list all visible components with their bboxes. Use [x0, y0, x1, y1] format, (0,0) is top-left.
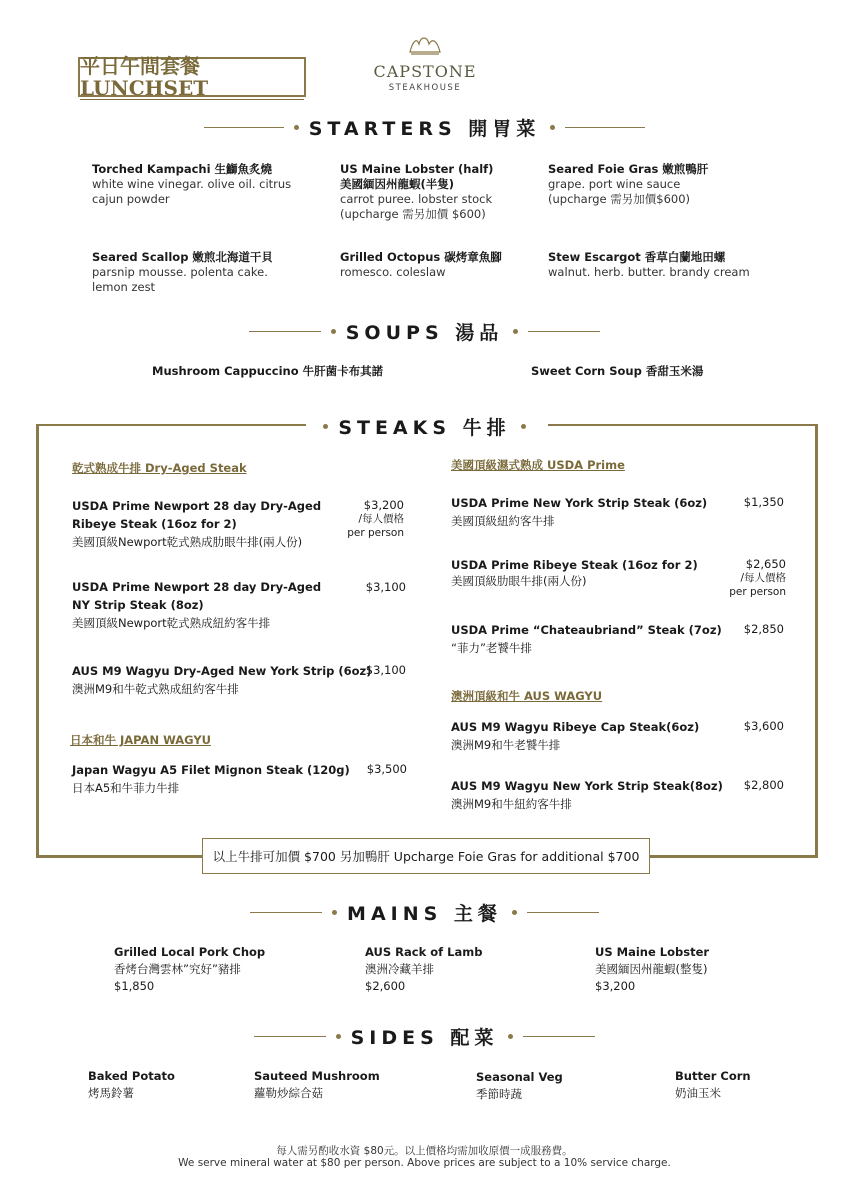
category-japan-wagyu: 日本和牛 JAPAN WAGYU	[70, 733, 212, 747]
price	[366, 663, 406, 677]
divider-dot	[550, 125, 555, 130]
divider-line	[565, 127, 645, 128]
item-name: AUS Rack of Lamb	[365, 945, 483, 959]
item-desc: parsnip mousse. polenta cake.	[92, 265, 268, 279]
divider-dot	[336, 1034, 341, 1039]
price	[729, 557, 786, 599]
brand-name: CAPSTONE	[373, 62, 477, 81]
item-name-zh: 美國頂級Newport乾式熟成紐約客牛排	[72, 616, 271, 630]
divider-dot	[512, 910, 517, 915]
item-name: Stew Escargot 香草白蘭地田螺	[548, 250, 726, 264]
item-name-zh: 美國頂級肋眼牛排(兩人份)	[451, 574, 587, 588]
divider-dot	[521, 424, 526, 429]
item-name: Mushroom Cappuccino 牛肝菌卡布其諾	[152, 364, 384, 378]
divider-dot	[513, 329, 518, 334]
sides-heading	[0, 1023, 849, 1050]
brand-logo	[360, 34, 490, 93]
price	[366, 580, 406, 594]
item-name: USDA Prime “Chateaubriand” Steak (7oz)	[451, 623, 722, 637]
price-value: $2,850	[743, 622, 784, 636]
category-dry-aged: 乾式熟成牛排 Dry-Aged Steak	[72, 461, 247, 475]
item-name: NY Strip Steak (8oz)	[72, 598, 204, 612]
side-item	[675, 1068, 751, 1102]
item-name: USDA Prime Ribeye Steak (16oz for 2)	[451, 558, 698, 572]
crown-logo-icon	[405, 34, 445, 56]
price-value: $1,850	[114, 979, 155, 993]
item-desc: cajun powder	[92, 192, 170, 206]
item-name: Butter Corn	[675, 1069, 751, 1083]
footer-note-zh: 每人需另酌收水資 $80元。以上價格均需加收原價一成服務費。	[276, 1145, 573, 1157]
item-name: Seared Scallop 嫩煎北海道干貝	[92, 250, 273, 264]
price-value: $2,650	[745, 557, 786, 571]
item-name: USDA Prime Newport 28 day Dry-Aged	[72, 499, 322, 513]
item-desc: grape. port wine sauce	[548, 177, 681, 191]
item-name-zh: 澳洲M9和牛紐約客牛排	[451, 797, 572, 811]
divider-line	[249, 331, 321, 332]
steak-item	[72, 497, 321, 551]
item-name-zh: 美國頂級Newport乾式熟成肋眼牛排(兩人份)	[72, 535, 303, 549]
starter-item	[92, 250, 273, 295]
footer-note-en: We serve mineral water at $80 per person. Above prices are subject to a 10% service charge.	[178, 1157, 671, 1169]
divider-dot	[323, 424, 328, 429]
item-name-zh: 美國頂級紐約客牛排	[451, 514, 555, 528]
steaks-title: STEAKS 牛排	[338, 417, 511, 439]
item-name-zh: 香烤台灣雲林”究好”豬排	[114, 962, 241, 976]
item-name: Torched Kampachi 生鰤魚炙燒	[92, 162, 273, 176]
starter-item	[548, 250, 750, 280]
price	[744, 719, 784, 733]
sides-title: SIDES 配菜	[350, 1027, 499, 1049]
item-name-zh: 日本A5和牛菲力牛排	[72, 781, 180, 795]
divider-line	[254, 1036, 326, 1037]
price	[347, 498, 404, 540]
brand-subtitle: STEAKHOUSE	[388, 83, 462, 93]
price-per: /每人價格	[358, 513, 404, 525]
item-name: AUS M9 Wagyu Ribeye Cap Steak(6oz)	[451, 720, 700, 734]
price-value: $3,600	[743, 719, 784, 733]
item-name: Grilled Local Pork Chop	[114, 945, 266, 959]
item-name: US Maine Lobster (half)	[340, 162, 494, 176]
item-name-zh: 奶油玉米	[675, 1086, 721, 1100]
item-name-zh: 蘿勒炒綜合菇	[254, 1086, 323, 1100]
item-name: Grilled Octopus 碳烤章魚腳	[340, 250, 502, 264]
price-per-en: per person	[729, 586, 786, 598]
category-usda-prime: 美國頂級濕式熟成 USDA Prime	[451, 458, 625, 472]
steak-item	[72, 578, 321, 632]
item-name: US Maine Lobster	[595, 945, 710, 959]
item-desc: white wine vinegar. olive oil. citrus	[92, 177, 292, 191]
main-item	[365, 944, 482, 995]
price-per-en: per person	[347, 527, 404, 539]
price	[744, 495, 784, 509]
soups-heading	[0, 318, 849, 345]
divider-dot	[508, 1034, 513, 1039]
item-desc: romesco. coleslaw	[340, 265, 446, 279]
steaks-heading	[0, 413, 849, 440]
divider-line	[250, 912, 322, 913]
lunchset-badge	[78, 53, 306, 100]
starters-heading	[0, 114, 849, 141]
main-item	[114, 944, 265, 995]
foie-gras-upcharge-note	[202, 838, 650, 874]
item-name-zh: 澳洲M9和牛老饕牛排	[451, 738, 561, 752]
price-value: $3,100	[365, 580, 406, 594]
starter-item	[340, 162, 493, 222]
side-item	[254, 1068, 380, 1102]
item-name: USDA Prime Newport 28 day Dry-Aged	[72, 580, 322, 594]
divider-line	[523, 1036, 595, 1037]
price	[744, 622, 784, 636]
steak-item	[451, 494, 707, 530]
divider-line	[204, 127, 284, 128]
price-value: $3,100	[365, 663, 406, 677]
item-name-zh: 季節時蔬	[476, 1087, 522, 1101]
price-value: $3,200	[595, 979, 636, 993]
soup-item	[152, 364, 383, 379]
item-desc: walnut. herb. butter. brandy cream	[548, 265, 750, 279]
side-item	[476, 1069, 563, 1103]
item-name: Seared Foie Gras 嫩煎鴨肝	[548, 162, 709, 176]
item-name-zh: “菲力”老饕牛排	[451, 641, 532, 655]
mains-heading	[0, 899, 849, 926]
starter-item	[548, 162, 708, 207]
steak-item	[451, 718, 699, 754]
main-item	[595, 944, 709, 995]
price-value: $1,350	[743, 495, 784, 509]
mains-title: MAINS 主餐	[347, 903, 502, 925]
steak-item	[451, 777, 723, 813]
steak-item	[451, 621, 722, 657]
item-desc: carrot puree. lobster stock	[340, 192, 493, 206]
item-name-zh: 澳洲冷藏羊排	[365, 962, 434, 976]
item-name: Sauteed Mushroom	[254, 1069, 380, 1083]
divider-dot	[294, 125, 299, 130]
item-name-zh: 烤馬鈴薯	[88, 1086, 134, 1100]
item-name: Japan Wagyu A5 Filet Mignon Steak (120g)	[72, 763, 350, 777]
item-name-zh: 美國緬因州龍蝦(整隻)	[595, 962, 708, 976]
item-name: Ribeye Steak (16oz for 2)	[72, 517, 237, 531]
divider-line	[528, 331, 600, 332]
item-desc: 美國緬因州龍蝦(半隻)	[340, 177, 455, 191]
soups-title: SOUPS 湯品	[345, 322, 504, 344]
price-value: $2,600	[365, 979, 406, 993]
price	[367, 762, 407, 776]
lunchset-label: 平日午間套餐LUNCHSET	[80, 55, 304, 100]
divider-dot	[332, 910, 337, 915]
starter-item	[340, 250, 502, 280]
steak-item	[451, 557, 698, 589]
price	[744, 778, 784, 792]
divider-line	[527, 912, 599, 913]
item-name: Sweet Corn Soup 香甜玉米湯	[531, 364, 704, 378]
price-value: $2,800	[743, 778, 784, 792]
steak-item	[72, 761, 350, 797]
item-desc: (upcharge 需另加價 $600)	[340, 207, 486, 221]
item-name-zh: 澳洲M9和牛乾式熟成紐約客牛排	[72, 682, 239, 696]
item-desc: lemon zest	[92, 280, 156, 294]
item-name: AUS M9 Wagyu New York Strip Steak(8oz)	[451, 779, 723, 793]
steak-item	[72, 662, 372, 698]
item-name: Baked Potato	[88, 1069, 175, 1083]
upcharge-text: 以上牛排可加價 $700 另加鴨肝 Upcharge Foie Gras for additional $700	[212, 849, 640, 864]
item-name: AUS M9 Wagyu Dry-Aged New York Strip (6oz)	[72, 664, 372, 678]
item-name: Seasonal Veg	[476, 1070, 563, 1084]
price-per: /每人價格	[740, 572, 786, 584]
starter-item	[92, 162, 291, 207]
price-value: $3,200	[363, 498, 404, 512]
item-name: USDA Prime New York Strip Steak (6oz)	[451, 496, 708, 510]
soup-item	[531, 364, 703, 379]
price-value: $3,500	[366, 762, 407, 776]
category-aus-wagyu: 澳洲頂級和牛 AUS WAGYU	[451, 689, 603, 703]
starters-title: STARTERS 開胃菜	[308, 118, 541, 140]
side-item	[88, 1068, 175, 1102]
divider-dot	[331, 329, 336, 334]
item-desc: (upcharge 需另加價$600)	[548, 192, 691, 206]
